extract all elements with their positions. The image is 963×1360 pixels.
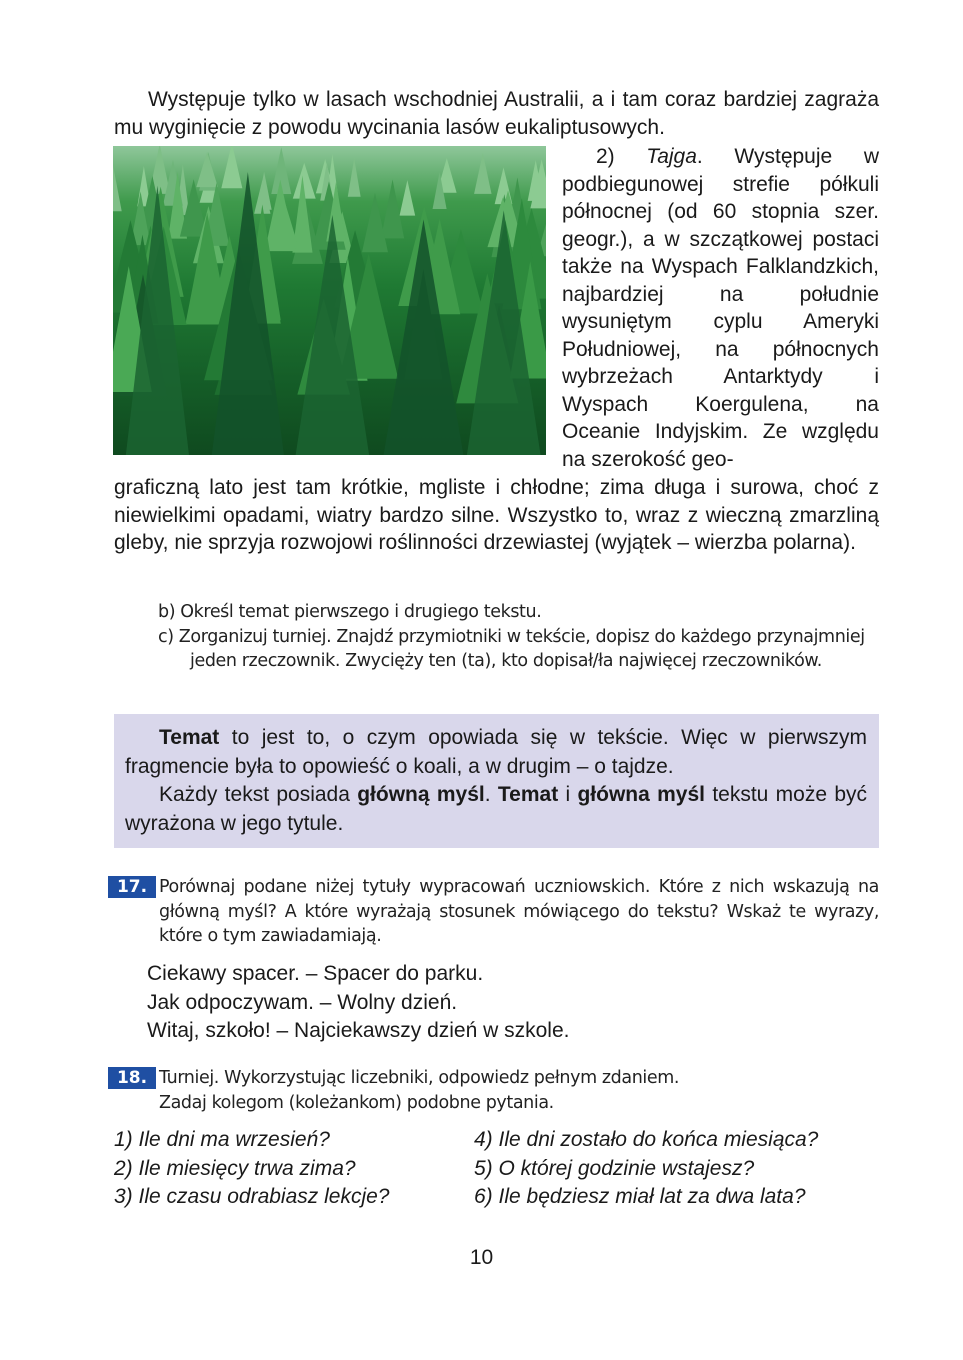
question-2: 2) Ile miesięcy trwa zima? [114,1156,356,1180]
tajga-column [562,143,879,473]
tajga-paragraph-continuation: graficzną lato jest tam krótkie, mgliste i chłodne; zima długa i surowa, choć z niewielkimi opadami, wiatry bardzo silne. Wszystko to, wraz z wieczną zmarzliną gleby, nie sprzyja rozwojowi roślinności drzewiastej (wyjątek – wierzba polarna). [114,476,879,554]
question-1: 1) Ile dni ma wrzesień? [114,1128,330,1151]
foreground-spruce [383,219,463,455]
conifer-tree [257,172,272,210]
question-3: 3) Ile czasu odrabiasz lekcje? [114,1185,390,1208]
conifer-tree [474,153,491,194]
info-p2-text-c: i [558,783,578,806]
info-term-temat: Temat [159,726,220,749]
conifer-tree [400,180,416,215]
exercise-17-instruction: Porównaj podane niżej tytuły wypracowań uczniowskich. Które z nich wskazują na główną myśl? A które wyrażają stosunek mówiącego do tekstu? Wskaż te wyrazy, które o tym zawiadamiają. [159,877,879,946]
taiga-forest-photo [113,146,546,455]
task-list [158,600,880,674]
theme-definition-box [114,714,879,848]
info-p1-text: to jest to, o czym opowiada się w tekście. Więc w pierwszym fragmencie była to opowieść o koali, a w drugim – o tajdze. [125,726,867,778]
info-p2-text-a: Każdy tekst posiada [159,783,358,806]
exercise-18-instruction [159,1066,879,1115]
questions-left-column [114,1126,389,1212]
tajga-column-text: . Występuje w podbiegunowej strefie półkuli północnej (od 60 stopnia szer. geogr.), a w szczątkowej postaci także na Wyspach Falklandzkich, najbardziej na południe wysuniętym cyplu Ameryki Południowej, na północnych wybrzeżach Antarktydy i Wyspach Koergulena, na Oceanie Indyjskim. Ze względu na szerokość geo- [562,145,879,471]
info-paragraph-1 [125,724,867,781]
koala-paragraph-end: Występuje tylko w lasach wschodniej Australii, a i tam coraz bardziej zagraża mu wyginięcie z powodu wycinania lasów eukaliptusowych. [114,88,879,139]
info-term-glowna-mysl: główną myśl [357,783,485,806]
exercise-18-line-2: Zadaj kolegom (koleżankom) podobne pytania. [159,1092,554,1113]
question-6: 6) Ile będziesz miał lat za dwa lata? [474,1185,806,1208]
essay-title-1: Ciekawy spacer. – Spacer do parku. [147,962,484,985]
conifer-tree [196,152,218,187]
tajga-term: Tajga [646,145,697,168]
info-p2-text-d: tekstu może być wyrażona w jego tytule. [125,783,868,835]
info-term-temat-2: Temat [497,783,559,806]
forest-illustration [113,146,546,455]
exercise-18-number: 18. [108,1067,156,1089]
page-number: 10 [469,1246,494,1269]
exercise-18-line-1: Turniej. Wykorzystując liczebniki, odpowiedz pełnym zdaniem. [159,1068,680,1088]
exercise-17-number: 17. [108,876,156,898]
info-p2-text-b: . [484,783,498,806]
essay-titles-list [147,960,569,1046]
essay-title-2: Jak odpoczywam. – Wolny dzień. [147,990,458,1014]
info-term-glowna-mysl-2: główna myśl [577,783,705,806]
tajga-number: 2) [596,145,647,168]
task-b: b) Określ temat pierwszego i drugiego tekstu. [158,602,542,622]
essay-title-3: Witaj, szkoło! – Najciekawszy dzień w szkole. [147,1019,570,1042]
question-5: 5) O której godzinie wstajesz? [474,1156,755,1180]
conifer-tree [266,193,298,246]
conifer-tree [381,180,404,239]
conifer-tree [221,146,242,188]
conifer-tree [113,163,122,212]
conifer-tree [348,158,361,196]
questions-right-column [474,1126,818,1212]
question-4: 4) Ile dni zostało do końca miesiąca? [474,1128,819,1151]
task-c: c) Zorganizuj turniej. Znajdź przymiotniki w tekście, dopisz do każdego przynajmniej jeden rzeczownik. Zwycięży ten (ta), kto dopisał/ła najwięcej rzeczowników. [158,626,865,671]
info-paragraph-2 [125,781,867,838]
